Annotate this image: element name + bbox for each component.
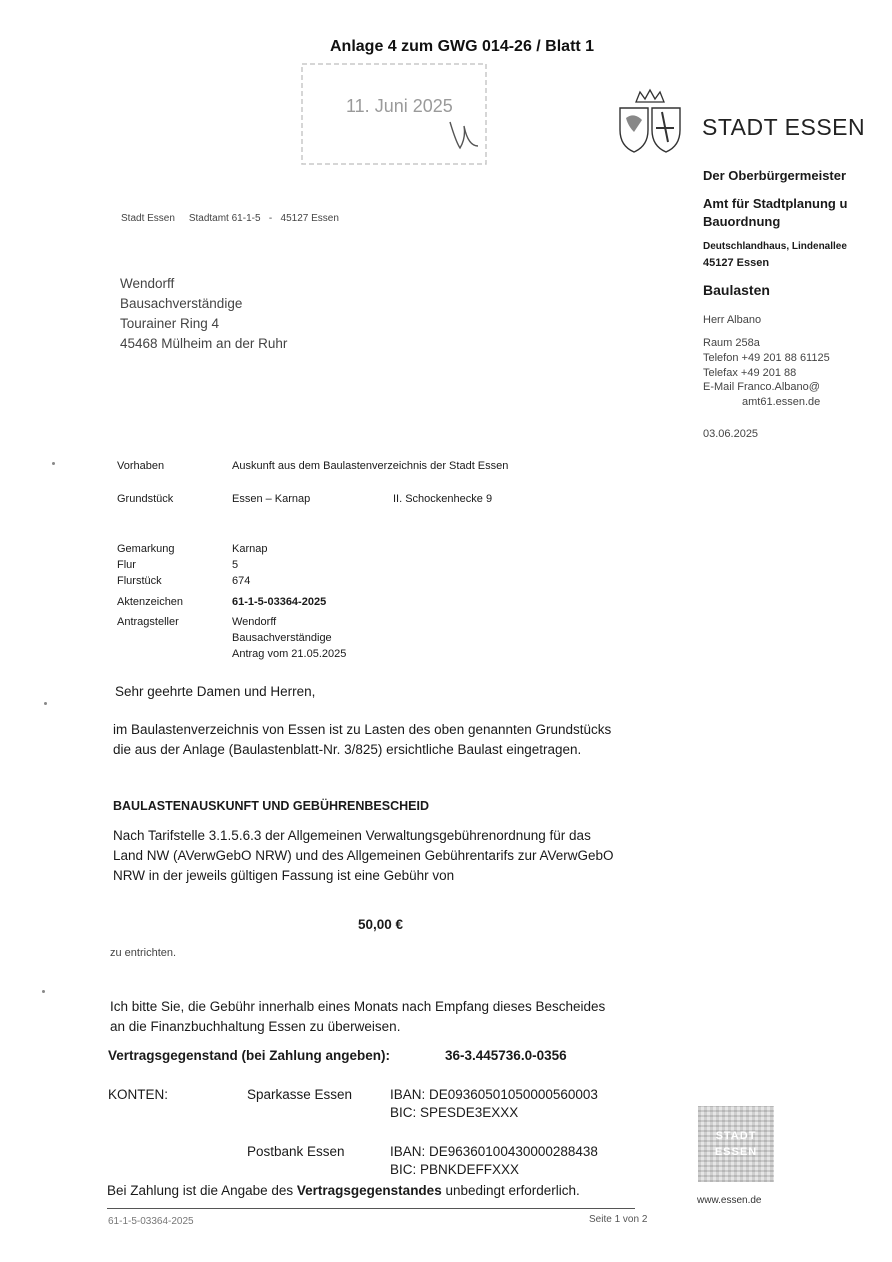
closing-note [107, 1183, 580, 1198]
contract-number: 36-3.445736.0-0356 [445, 1048, 567, 1063]
org-department: Der Oberbürgermeister [703, 168, 847, 183]
contract-label: Vertragsgegenstand (bei Zahlung angeben): [108, 1048, 391, 1063]
fee-amount: 50,00 € [358, 917, 404, 932]
paragraph4-line1: Ich bitte Sie, die Gebühr innerhalb eines Monats nach Empfang dieses Bescheides [110, 999, 606, 1014]
paragraph1-line1: im Baulastenverzeichnis von Essen ist zu Lasten des oben genannten Grundstücks [113, 722, 612, 737]
grundstueck-label: Grundstück [117, 493, 174, 505]
bank2-iban: IBAN: DE96360100430000288438 [390, 1144, 598, 1159]
closing-note-emphasis: Vertragsgegenstandes [296, 1183, 442, 1198]
recipient-street: Tourainer Ring 4 [120, 316, 220, 331]
org-office-line2: Bauordnung [703, 214, 781, 229]
bank1-bic: BIC: SPESDE3EXXX [390, 1105, 519, 1120]
attachment-header: Anlage 4 zum GWG 014-26 / Blatt 1 [330, 38, 595, 55]
flurstueck-value: 674 [232, 575, 251, 587]
footer-reference: 61-1-5-03364-2025 [108, 1216, 194, 1227]
salutation: Sehr geehrte Damen und Herren, [115, 684, 316, 699]
city-coat-of-arms-logo [612, 88, 688, 160]
bank1-iban: IBAN: DE09360501050000560003 [390, 1087, 598, 1102]
stamp-date: 11. Juni 2025 [346, 96, 453, 116]
aktenzeichen-label: Aktenzeichen [117, 596, 184, 608]
org-address-line2: 45127 Essen [703, 257, 770, 269]
paragraph2-line1: Nach Tarifstelle 3.1.5.6.3 der Allgemeinen Verwaltungsgebührenordnung für das [113, 828, 591, 843]
bank1-name: Sparkasse Essen [247, 1087, 353, 1102]
contact-room: Raum 258a [703, 337, 760, 349]
flur-label: Flur [117, 559, 136, 571]
page-number: Seite 1 von 2 [589, 1214, 648, 1225]
contact-phone: Telefon +49 201 88 61125 [703, 352, 830, 364]
contact-email-line1: E-Mail Franco.Albano@ [703, 381, 820, 393]
grundstueck-value: Essen – Karnap [232, 493, 311, 505]
antrag-date: Antrag vom 21.05.2025 [232, 648, 347, 660]
bank2-name: Postbank Essen [247, 1144, 345, 1159]
received-stamp [300, 62, 488, 166]
antragsteller-title: Bausachverständige [232, 632, 332, 644]
paragraph2-line2: Land NW (AVerwGebO NRW) und des Allgemeinen Gebührentarifs zur AVerwGebO [113, 848, 614, 863]
letter-date: 03.06.2025 [703, 428, 759, 440]
city-qr-stamp [698, 1106, 774, 1182]
sender-line: Stadt Essen Stadtamt 61-1-5 - 45127 Essen [121, 213, 339, 224]
gemarkung-label: Gemarkung [117, 543, 175, 555]
paragraph2-line3: NRW in der jeweils gültigen Fassung ist eine Gebühr von [113, 868, 455, 883]
aktenzeichen-value: 61-1-5-03364-2025 [232, 596, 327, 608]
website-link[interactable]: www.essen.de [697, 1195, 762, 1206]
contact-name: Herr Albano [703, 314, 762, 326]
vorhaben-value: Auskunft aus dem Baulastenverzeichnis der Stadt Essen [232, 460, 509, 472]
closing-note-c: unbedingt erforderlich. [441, 1183, 580, 1198]
bank2-bic: BIC: PBNKDEFFXXX [390, 1162, 520, 1177]
contact-email-line2: amt61.essen.de [742, 396, 821, 408]
accounts-label: KONTEN: [108, 1087, 169, 1102]
recipient-city: 45468 Mülheim an der Ruhr [120, 336, 288, 351]
qr-label-line1: STADT [715, 1130, 757, 1142]
qr-label-line2: ESSEN [714, 1146, 758, 1158]
scan-speck [44, 702, 47, 705]
scan-speck [42, 990, 45, 993]
closing-note-a: Bei Zahlung ist die Angabe des [107, 1183, 297, 1198]
contact-fax: Telefax +49 201 88 [703, 367, 797, 379]
footer-divider [107, 1208, 635, 1209]
recipient-name: Wendorff [120, 276, 175, 291]
org-office-line1: Amt für Stadtplanung u [703, 196, 848, 211]
flur-value: 5 [232, 559, 239, 571]
fee-instruction: zu entrichten. [110, 947, 177, 959]
grundstueck-street: II. Schockenhecke 9 [393, 493, 493, 505]
antragsteller-label: Antragsteller [117, 616, 179, 628]
org-city-name: STADT ESSEN [702, 114, 866, 140]
antragsteller-name: Wendorff [232, 616, 277, 628]
recipient-title: Bausachverständige [120, 296, 243, 311]
section-heading: BAULASTENAUSKUNFT UND GEBÜHRENBESCHEID [113, 799, 429, 813]
paragraph1-line2: die aus der Anlage (Baulastenblatt-Nr. 3/825) ersichtliche Baulast eingetragen. [113, 742, 582, 757]
org-section: Baulasten [703, 282, 770, 298]
gemarkung-value: Karnap [232, 543, 268, 555]
vorhaben-label: Vorhaben [117, 460, 165, 472]
flurstueck-label: Flurstück [117, 575, 162, 587]
paragraph4-line2: an die Finanzbuchhaltung Essen zu überweisen. [110, 1019, 401, 1034]
scan-speck [52, 462, 55, 465]
org-address-line1: Deutschlandhaus, Lindenallee [703, 241, 847, 252]
